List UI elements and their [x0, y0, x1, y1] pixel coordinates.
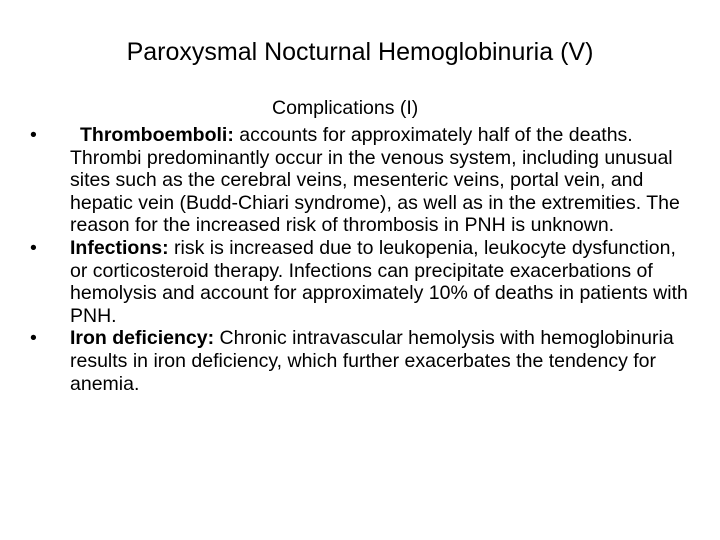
slide-subtitle: Complications (I): [272, 97, 419, 119]
bullet-item-infections: [30, 237, 690, 327]
bullet-text: accounts for approximately half of the deaths. Thrombi predominantly occur in the venous system, including unusual sites such as the cerebral veins, mesenteric veins, portal vein, and hepatic vein (Budd-Chiari syndrome), as well as in the extremities. The reason for the increased risk of thrombosis in PNH is unknown.: [70, 124, 680, 237]
slide-body: [30, 124, 690, 395]
bullet-term: Thromboemboli:: [80, 124, 234, 146]
bullet-item-iron-deficiency: [30, 327, 690, 395]
slide-title: Paroxysmal Nocturnal Hemoglobinuria (V): [126, 38, 594, 66]
bullet-text: Chronic intravascular hemolysis with hemoglobinuria results in iron deficiency, which further exacerbates the tendency for anemia.: [70, 327, 674, 395]
bullet-item-thromboemboli: [30, 124, 690, 237]
bullet-icon: •: [30, 327, 37, 350]
bullet-text: risk is increased due to leukopenia, leukocyte dysfunction, or corticosteroid therapy. Infections can precipitate exacerbations of hemolysis and account for approximately 10% of deaths in patients with PNH.: [70, 236, 688, 327]
bullet-term: Infections:: [70, 236, 169, 259]
bullet-icon: •: [30, 236, 37, 259]
bullet-icon: •: [30, 124, 37, 146]
bullet-list: [30, 124, 690, 395]
bullet-term: Iron deficiency:: [70, 327, 215, 350]
